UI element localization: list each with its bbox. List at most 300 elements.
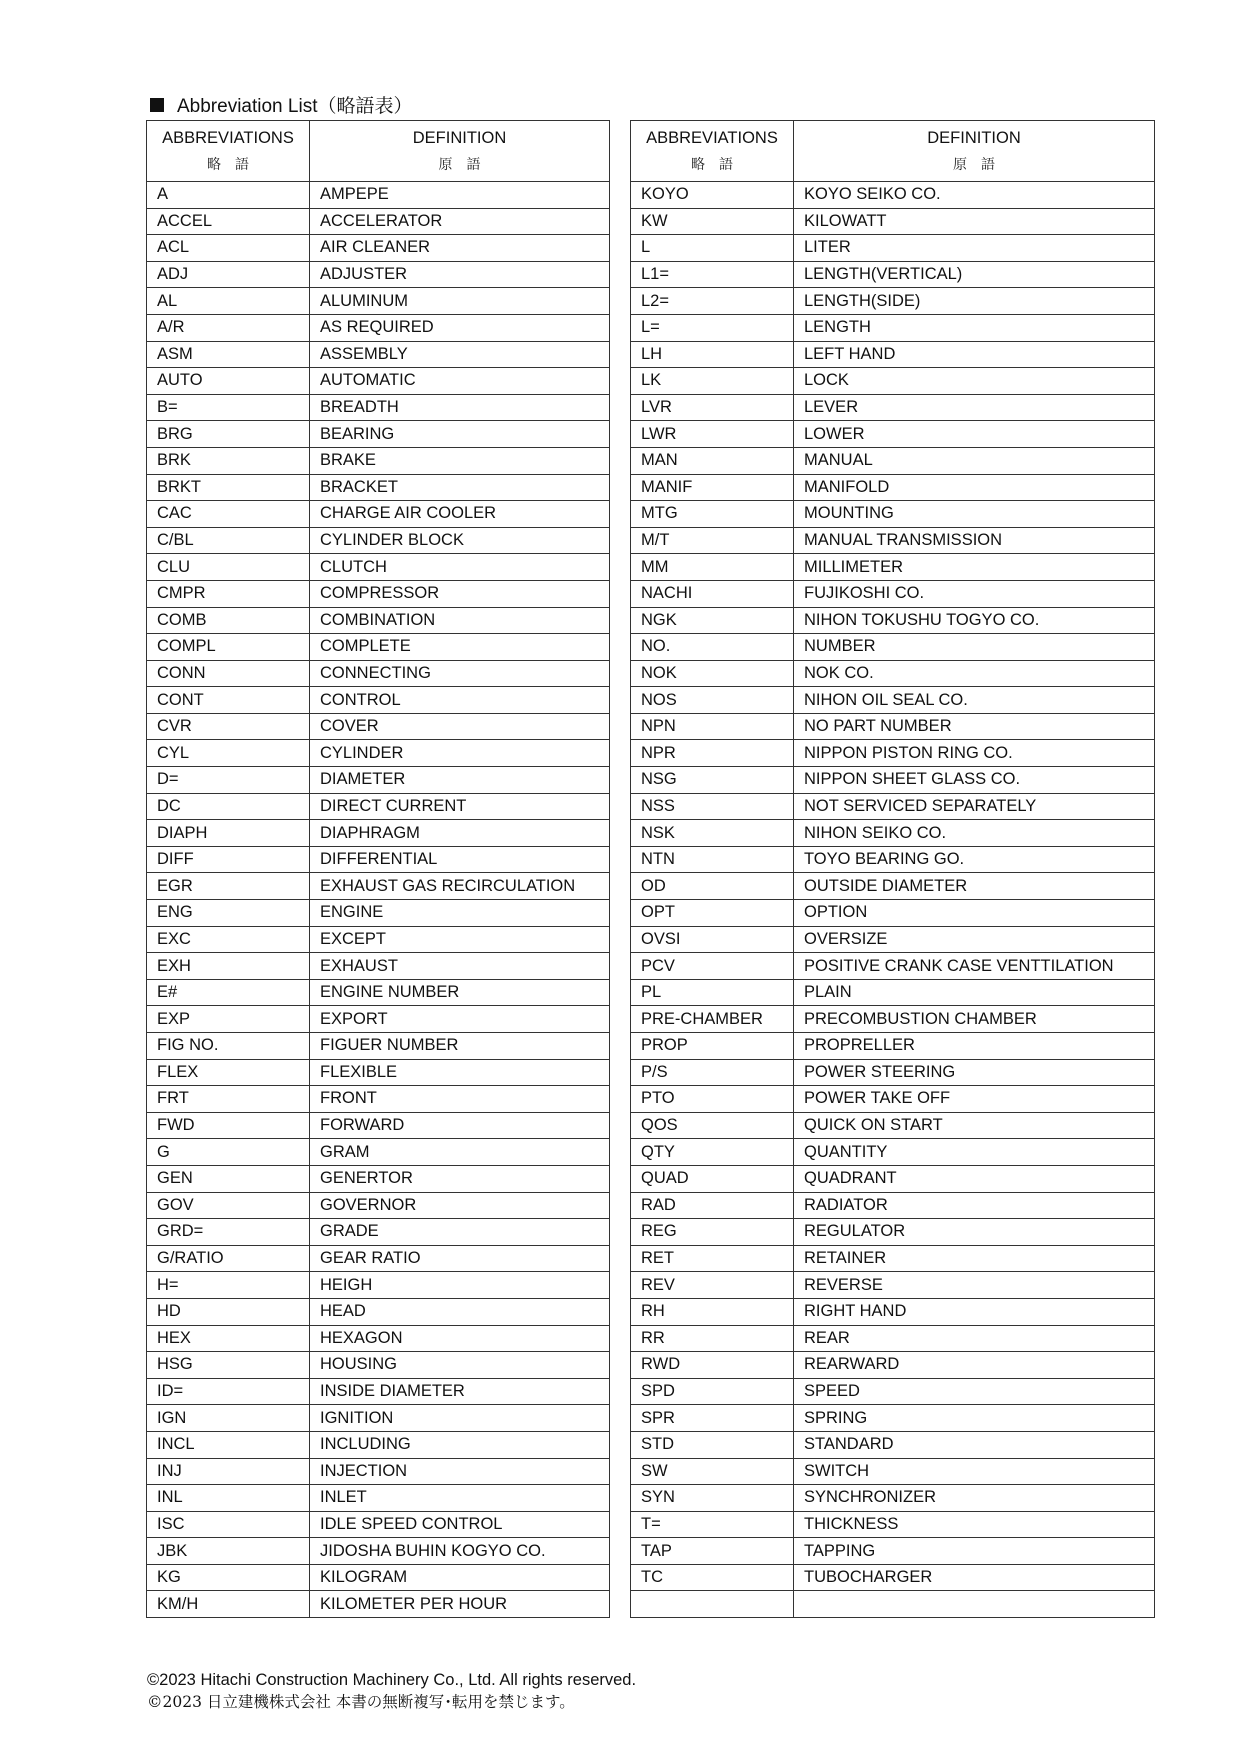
abbreviation-cell: SPD <box>631 1378 794 1405</box>
definition-cell: NUMBER <box>794 634 1155 661</box>
definition-cell: CHARGE AIR COOLER <box>310 501 610 528</box>
header-abbr-ja: 略語 <box>691 157 747 173</box>
definition-cell: NIHON OIL SEAL CO. <box>794 687 1155 714</box>
definition-cell: OUTSIDE DIAMETER <box>794 873 1155 900</box>
table-row <box>147 288 610 315</box>
table-row <box>147 1564 610 1591</box>
abbreviation-cell: RH <box>631 1298 794 1325</box>
table-row <box>147 846 610 873</box>
table-row <box>631 1352 1155 1379</box>
abbreviation-cell: NSK <box>631 820 794 847</box>
table-row <box>147 1325 610 1352</box>
definition-cell: AUTOMATIC <box>310 368 610 395</box>
definition-cell: CLUTCH <box>310 554 610 581</box>
table-row <box>631 820 1155 847</box>
table-row <box>631 740 1155 767</box>
table-row <box>631 261 1155 288</box>
abbreviation-cell: E# <box>147 979 310 1006</box>
abbreviation-cell: ADJ <box>147 261 310 288</box>
definition-cell: BREADTH <box>310 394 610 421</box>
table-row <box>631 1485 1155 1512</box>
definition-cell: HEIGH <box>310 1272 610 1299</box>
abbreviation-cell: JBK <box>147 1538 310 1565</box>
definition-cell: KOYO SEIKO CO. <box>794 182 1155 209</box>
table-row <box>631 314 1155 341</box>
page-title <box>150 91 412 118</box>
table-row <box>631 182 1155 209</box>
table-row <box>631 979 1155 1006</box>
header-abbr-en: ABBREVIATIONS <box>646 129 778 147</box>
abbreviation-cell: SYN <box>631 1485 794 1512</box>
table-row <box>631 1006 1155 1033</box>
abbreviation-cell: STD <box>631 1431 794 1458</box>
table-row <box>147 1298 610 1325</box>
header-def-en: DEFINITION <box>927 129 1021 147</box>
table-row <box>147 873 610 900</box>
table-row <box>147 687 610 714</box>
definition-cell: FORWARD <box>310 1112 610 1139</box>
definition-cell: CYLINDER BLOCK <box>310 527 610 554</box>
table-row <box>631 527 1155 554</box>
abbreviation-cell: CONN <box>147 660 310 687</box>
abbreviation-cell: ID= <box>147 1378 310 1405</box>
table-row <box>631 1431 1155 1458</box>
abbreviation-cell: RET <box>631 1245 794 1272</box>
table-row <box>631 1059 1155 1086</box>
table-row <box>147 926 610 953</box>
table-row <box>147 607 610 634</box>
definition-cell: SWITCH <box>794 1458 1155 1485</box>
definition-cell: LENGTH(SIDE) <box>794 288 1155 315</box>
abbreviation-cell: LWR <box>631 421 794 448</box>
definition-cell: EXCEPT <box>310 926 610 953</box>
table-row <box>147 1192 610 1219</box>
table-row <box>631 1219 1155 1246</box>
definition-cell: MANUAL <box>794 447 1155 474</box>
abbreviation-cell: KOYO <box>631 182 794 209</box>
abbreviation-cell: NTN <box>631 846 794 873</box>
table-row <box>631 208 1155 235</box>
definition-cell: MILLIMETER <box>794 554 1155 581</box>
definition-cell: MANUAL TRANSMISSION <box>794 527 1155 554</box>
table-row <box>631 447 1155 474</box>
table-row <box>147 1086 610 1113</box>
definition-cell: RETAINER <box>794 1245 1155 1272</box>
table-row <box>147 1591 610 1618</box>
definition-cell: HOUSING <box>310 1352 610 1379</box>
abbreviation-cell: BRG <box>147 421 310 448</box>
table-row <box>631 634 1155 661</box>
copyright-en: ©2023 Hitachi Construction Machinery Co., Ltd. All rights reserved. <box>147 1671 637 1689</box>
definition-cell: GRAM <box>310 1139 610 1166</box>
header-definition <box>794 121 1155 182</box>
table-row <box>147 1165 610 1192</box>
table-row <box>147 900 610 927</box>
abbreviation-cell: G/RATIO <box>147 1245 310 1272</box>
square-bullet-icon <box>150 98 164 112</box>
table-row <box>631 501 1155 528</box>
table-row <box>147 1378 610 1405</box>
abbreviation-cell: REG <box>631 1219 794 1246</box>
definition-cell: REARWARD <box>794 1352 1155 1379</box>
table-row <box>147 554 610 581</box>
definition-cell: QUANTITY <box>794 1139 1155 1166</box>
definition-cell: LENGTH <box>794 314 1155 341</box>
definition-cell: TUBOCHARGER <box>794 1564 1155 1591</box>
abbreviation-cell: RAD <box>631 1192 794 1219</box>
table-row <box>631 607 1155 634</box>
table-row <box>147 979 610 1006</box>
abbreviation-cell: IGN <box>147 1405 310 1432</box>
table-row <box>631 1511 1155 1538</box>
table-row <box>631 1192 1155 1219</box>
abbreviation-cell: NSG <box>631 767 794 794</box>
abbreviation-cell: CMPR <box>147 580 310 607</box>
table-row <box>147 1352 610 1379</box>
definition-cell: INLET <box>310 1485 610 1512</box>
abbreviation-cell: OPT <box>631 900 794 927</box>
table-row <box>631 368 1155 395</box>
table-row <box>147 1033 610 1060</box>
definition-cell: DIRECT CURRENT <box>310 793 610 820</box>
definition-cell: NIPPON PISTON RING CO. <box>794 740 1155 767</box>
definition-cell: BEARING <box>310 421 610 448</box>
abbreviation-cell: FRT <box>147 1086 310 1113</box>
definition-cell: COMPLETE <box>310 634 610 661</box>
table-row <box>631 1591 1155 1618</box>
definition-cell: ENGINE NUMBER <box>310 979 610 1006</box>
table-row <box>147 713 610 740</box>
definition-cell: CYLINDER <box>310 740 610 767</box>
abbreviation-cell: INL <box>147 1485 310 1512</box>
table-row <box>631 421 1155 448</box>
definition-cell: LEVER <box>794 394 1155 421</box>
footer <box>147 1669 636 1713</box>
table-row <box>147 208 610 235</box>
definition-cell: LOCK <box>794 368 1155 395</box>
abbreviation-cell: EXP <box>147 1006 310 1033</box>
abbreviation-cell: PRE-CHAMBER <box>631 1006 794 1033</box>
table-row <box>147 820 610 847</box>
definition-cell: REAR <box>794 1325 1155 1352</box>
abbreviation-cell: NOS <box>631 687 794 714</box>
definition-cell: INSIDE DIAMETER <box>310 1378 610 1405</box>
definition-cell: QUADRANT <box>794 1165 1155 1192</box>
table-row <box>147 421 610 448</box>
table-row <box>147 1112 610 1139</box>
definition-cell: TAPPING <box>794 1538 1155 1565</box>
abbreviation-cell: C/BL <box>147 527 310 554</box>
table-row <box>147 1059 610 1086</box>
definition-cell: NIHON SEIKO CO. <box>794 820 1155 847</box>
abbreviation-cell: ISC <box>147 1511 310 1538</box>
abbreviation-cell: D= <box>147 767 310 794</box>
header-def-ja: 原語 <box>953 157 1009 173</box>
definition-cell: LEFT HAND <box>794 341 1155 368</box>
definition-cell: INCLUDING <box>310 1431 610 1458</box>
abbreviation-cell: MAN <box>631 447 794 474</box>
copyright-ja: ©2023 日立建機株式会社 本書の無断複写･転用を禁じます。 <box>147 1693 575 1711</box>
table-row <box>147 634 610 661</box>
abbreviation-cell: TAP <box>631 1538 794 1565</box>
abbreviation-cell: QTY <box>631 1139 794 1166</box>
table-row <box>631 900 1155 927</box>
table-row <box>631 926 1155 953</box>
table-row <box>147 793 610 820</box>
table-row <box>147 1245 610 1272</box>
table-row <box>631 687 1155 714</box>
header-abbreviations <box>631 121 794 182</box>
definition-cell: MANIFOLD <box>794 474 1155 501</box>
definition-cell: OPTION <box>794 900 1155 927</box>
abbreviation-cell: GOV <box>147 1192 310 1219</box>
abbreviation-cell: L <box>631 235 794 262</box>
definition-cell: FLEXIBLE <box>310 1059 610 1086</box>
abbreviation-cell: EXC <box>147 926 310 953</box>
definition-cell: POWER TAKE OFF <box>794 1086 1155 1113</box>
table-row <box>147 1405 610 1432</box>
abbreviation-cell: SPR <box>631 1405 794 1432</box>
table-row <box>631 953 1155 980</box>
abbreviation-cell: RWD <box>631 1352 794 1379</box>
abbreviation-cell: REV <box>631 1272 794 1299</box>
page-title-text: Abbreviation List（略語表） <box>177 96 413 117</box>
abbreviation-cell: MANIF <box>631 474 794 501</box>
table-row <box>147 1431 610 1458</box>
definition-cell: ASSEMBLY <box>310 341 610 368</box>
abbreviation-cell: LH <box>631 341 794 368</box>
definition-cell: MOUNTING <box>794 501 1155 528</box>
abbreviation-cell: INJ <box>147 1458 310 1485</box>
abbreviation-cell: NO. <box>631 634 794 661</box>
table-row <box>147 261 610 288</box>
header-abbr-ja: 略語 <box>207 157 263 173</box>
table-header-row <box>147 121 610 182</box>
abbreviation-cell: GRD= <box>147 1219 310 1246</box>
abbreviation-cell: FIG NO. <box>147 1033 310 1060</box>
abbreviation-cell: B= <box>147 394 310 421</box>
definition-cell: PRECOMBUSTION CHAMBER <box>794 1006 1155 1033</box>
definition-cell: TOYO BEARING GO. <box>794 846 1155 873</box>
table-row <box>631 767 1155 794</box>
table-row <box>147 501 610 528</box>
abbreviation-cell: SW <box>631 1458 794 1485</box>
table-row <box>631 288 1155 315</box>
abbreviation-cell: ACL <box>147 235 310 262</box>
table-row <box>631 713 1155 740</box>
header-def-en: DEFINITION <box>412 129 507 147</box>
table-row <box>147 580 610 607</box>
abbreviation-cell: NGK <box>631 607 794 634</box>
abbreviation-cell: T= <box>631 1511 794 1538</box>
abbreviation-cell: L= <box>631 314 794 341</box>
abbreviation-rows-left <box>147 182 610 1618</box>
table-row <box>631 1245 1155 1272</box>
definition-cell: KILOMETER PER HOUR <box>310 1591 610 1618</box>
definition-cell: LENGTH(VERTICAL) <box>794 261 1155 288</box>
definition-cell: REVERSE <box>794 1272 1155 1299</box>
table-row <box>147 767 610 794</box>
abbreviation-cell: DIFF <box>147 846 310 873</box>
abbreviation-cell: COMPL <box>147 634 310 661</box>
abbreviation-cell: COMB <box>147 607 310 634</box>
definition-cell: POWER STEERING <box>794 1059 1155 1086</box>
abbreviation-cell: A <box>147 182 310 209</box>
definition-cell: NIHON TOKUSHU TOGYO CO. <box>794 607 1155 634</box>
abbreviation-cell: TC <box>631 1564 794 1591</box>
abbreviation-cell: CVR <box>147 713 310 740</box>
abbreviation-cell: CONT <box>147 687 310 714</box>
definition-cell: GEAR RATIO <box>310 1245 610 1272</box>
definition-cell: STANDARD <box>794 1431 1155 1458</box>
table-row <box>147 447 610 474</box>
definition-cell: EXPORT <box>310 1006 610 1033</box>
definition-cell: EXHAUST <box>310 953 610 980</box>
abbreviation-cell: LK <box>631 368 794 395</box>
abbreviation-cell: NPR <box>631 740 794 767</box>
abbreviation-cell: CLU <box>147 554 310 581</box>
table-row <box>147 1139 610 1166</box>
table-row <box>147 235 610 262</box>
table-row <box>147 1458 610 1485</box>
table-row <box>147 1485 610 1512</box>
definition-cell: FUJIKOSHI CO. <box>794 580 1155 607</box>
definition-cell: NO PART NUMBER <box>794 713 1155 740</box>
definition-cell: FRONT <box>310 1086 610 1113</box>
definition-cell: CONNECTING <box>310 660 610 687</box>
definition-cell: AS REQUIRED <box>310 314 610 341</box>
table-row <box>631 474 1155 501</box>
abbreviation-cell: DC <box>147 793 310 820</box>
abbreviation-cell: OD <box>631 873 794 900</box>
abbreviation-cell: KG <box>147 1564 310 1591</box>
definition-cell: ACCELERATOR <box>310 208 610 235</box>
definition-cell: THICKNESS <box>794 1511 1155 1538</box>
abbreviation-cell: PTO <box>631 1086 794 1113</box>
abbreviation-cell: MM <box>631 554 794 581</box>
definition-cell: RADIATOR <box>794 1192 1155 1219</box>
abbreviation-cell: OVSI <box>631 926 794 953</box>
abbreviation-cell: H= <box>147 1272 310 1299</box>
definition-cell: JIDOSHA BUHIN KOGYO CO. <box>310 1538 610 1565</box>
abbreviation-cell: L1= <box>631 261 794 288</box>
definition-cell: ENGINE <box>310 900 610 927</box>
table-row <box>631 394 1155 421</box>
header-definition <box>310 121 610 182</box>
abbreviation-cell: QOS <box>631 1112 794 1139</box>
table-row <box>147 394 610 421</box>
definition-cell: DIFFERENTIAL <box>310 846 610 873</box>
table-row <box>631 580 1155 607</box>
abbreviation-cell: HSG <box>147 1352 310 1379</box>
table-row <box>147 1538 610 1565</box>
abbreviation-cell: MTG <box>631 501 794 528</box>
table-row <box>147 740 610 767</box>
table-header-row <box>631 121 1155 182</box>
table-row <box>147 660 610 687</box>
definition-cell: IGNITION <box>310 1405 610 1432</box>
abbreviation-cell: QUAD <box>631 1165 794 1192</box>
abbreviation-cell: KW <box>631 208 794 235</box>
abbreviation-cell: GEN <box>147 1165 310 1192</box>
table-row <box>631 1458 1155 1485</box>
definition-cell: NOK CO. <box>794 660 1155 687</box>
definition-cell: POSITIVE CRANK CASE VENTTILATION <box>794 953 1155 980</box>
table-row <box>147 368 610 395</box>
definition-cell <box>794 1591 1155 1618</box>
table-row <box>631 341 1155 368</box>
definition-cell: ADJUSTER <box>310 261 610 288</box>
table-row <box>147 1511 610 1538</box>
definition-cell: GRADE <box>310 1219 610 1246</box>
abbreviation-cell: PL <box>631 979 794 1006</box>
definition-cell: RIGHT HAND <box>794 1298 1155 1325</box>
definition-cell: SPEED <box>794 1378 1155 1405</box>
table-row <box>147 182 610 209</box>
definition-cell: REGULATOR <box>794 1219 1155 1246</box>
table-row <box>631 873 1155 900</box>
table-row <box>147 527 610 554</box>
table-row <box>631 1033 1155 1060</box>
table-row <box>631 554 1155 581</box>
abbreviation-cell: NACHI <box>631 580 794 607</box>
table-row <box>631 660 1155 687</box>
definition-cell: DIAMETER <box>310 767 610 794</box>
definition-cell: KILOGRAM <box>310 1564 610 1591</box>
definition-cell: NIPPON SHEET GLASS CO. <box>794 767 1155 794</box>
definition-cell: BRAKE <box>310 447 610 474</box>
header-def-ja: 原語 <box>438 157 495 173</box>
definition-cell: QUICK ON START <box>794 1112 1155 1139</box>
abbreviation-cell: HEX <box>147 1325 310 1352</box>
table-row <box>631 793 1155 820</box>
table-row <box>631 1564 1155 1591</box>
abbreviation-cell: ASM <box>147 341 310 368</box>
table-row <box>631 846 1155 873</box>
definition-cell: KILOWATT <box>794 208 1155 235</box>
definition-cell: PLAIN <box>794 979 1155 1006</box>
table-row <box>147 1272 610 1299</box>
definition-cell: COMPRESSOR <box>310 580 610 607</box>
table-row <box>631 1405 1155 1432</box>
definition-cell: LITER <box>794 235 1155 262</box>
table-row <box>631 1378 1155 1405</box>
definition-cell: CONTROL <box>310 687 610 714</box>
abbreviation-cell: CYL <box>147 740 310 767</box>
abbreviation-cell: HD <box>147 1298 310 1325</box>
abbreviation-table-right <box>630 120 1155 1618</box>
abbreviation-cell: FWD <box>147 1112 310 1139</box>
definition-cell: GOVERNOR <box>310 1192 610 1219</box>
definition-cell: LOWER <box>794 421 1155 448</box>
definition-cell: HEAD <box>310 1298 610 1325</box>
abbreviation-cell: RR <box>631 1325 794 1352</box>
table-row <box>631 1086 1155 1113</box>
abbreviation-table-left <box>146 120 610 1618</box>
abbreviation-cell: KM/H <box>147 1591 310 1618</box>
table-row <box>631 1272 1155 1299</box>
abbreviation-cell: NSS <box>631 793 794 820</box>
abbreviation-cell: DIAPH <box>147 820 310 847</box>
table-row <box>147 953 610 980</box>
abbreviation-cell: ENG <box>147 900 310 927</box>
definition-cell: COVER <box>310 713 610 740</box>
abbreviation-cell: BRKT <box>147 474 310 501</box>
abbreviation-cell: G <box>147 1139 310 1166</box>
definition-cell: IDLE SPEED CONTROL <box>310 1511 610 1538</box>
definition-cell: HEXAGON <box>310 1325 610 1352</box>
abbreviation-rows-right <box>631 182 1155 1618</box>
